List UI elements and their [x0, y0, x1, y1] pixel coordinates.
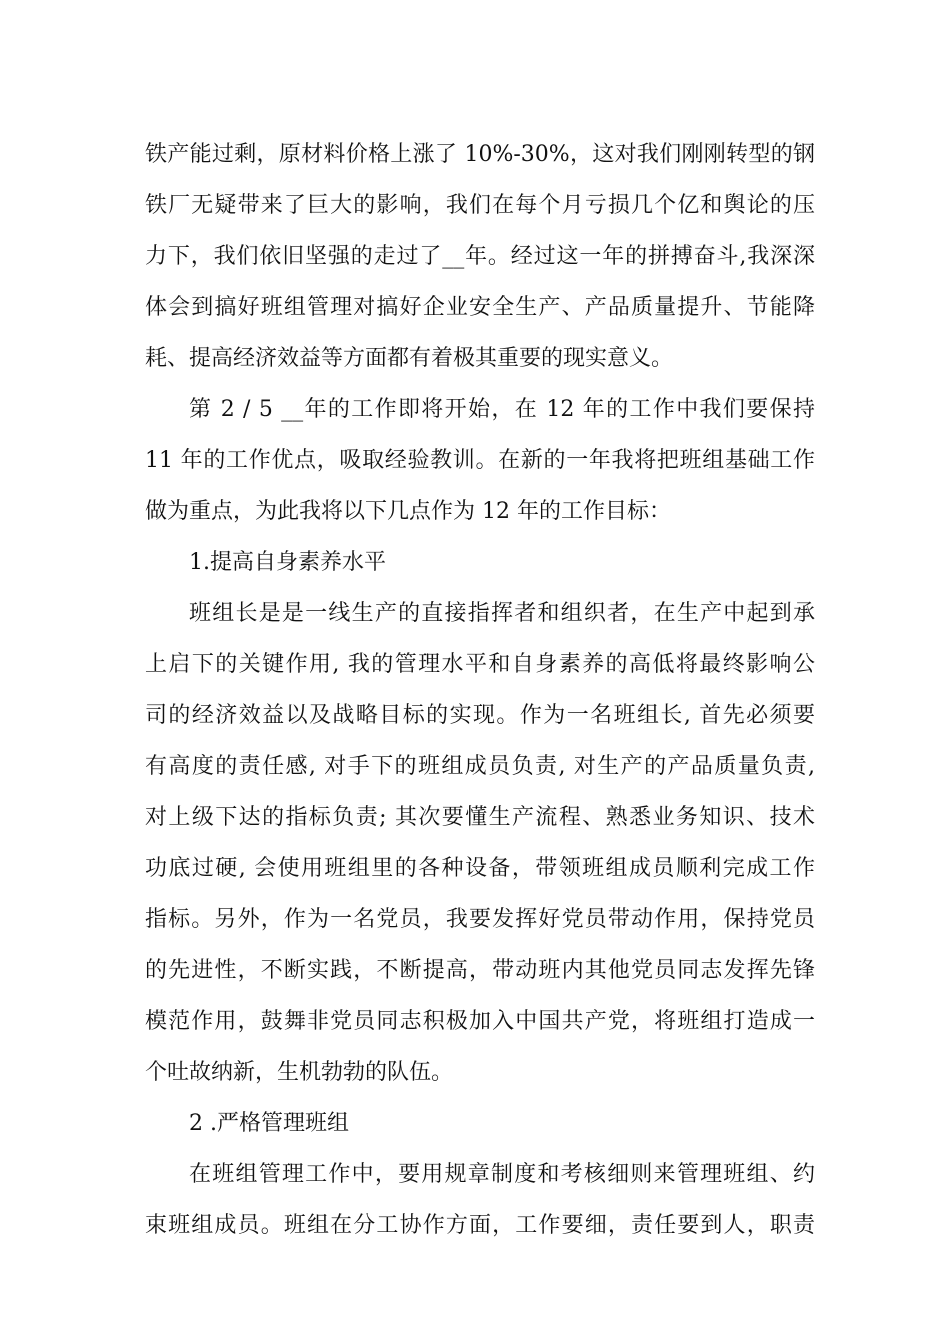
text-line: 做为重点，为此我将以下几点作为 12 年的工作目标： [145, 499, 671, 524]
text-line: 模范作用，鼓舞非党员同志积极加入中国共产党，将班组打造成一 [145, 1009, 815, 1034]
text-line: 个吐故纳新，生机勃勃的队伍。 [145, 1060, 454, 1085]
text-line: 功底过硬, 会使用班组里的各种设备，带领班组成员顺利完成工作 [145, 856, 815, 881]
text-line: 上启下的关键作用, 我的管理水平和自身素养的高低将最终影响公 [145, 652, 815, 677]
text-line: 体会到搞好班组管理对搞好企业安全生产、产品质量提升、节能降 [145, 295, 815, 320]
text-line: 铁厂无疑带来了巨大的影响，我们在每个月亏损几个亿和舆论的压 [145, 193, 815, 218]
text-line: 的先进性，不断实践，不断提高，带动班内其他党员同志发挥先锋 [145, 958, 815, 983]
text-line: 司的经济效益以及战略目标的实现。作为一名班组长, 首先必须要 [145, 703, 815, 728]
text-line: 耗、提高经济效益等方面都有着极其重要的现实意义。 [145, 346, 674, 371]
text-line: 铁产能过剩，原材料价格上涨了 10%-30%，这对我们刚刚转型的钢 [145, 142, 815, 167]
text-line: 班组长是是一线生产的直接指挥者和组织者，在生产中起到承 [189, 601, 815, 626]
section-heading: 2 .严格管理班组 [189, 1111, 349, 1136]
text-line: 束班组成员。班组在分工协作方面，工作要细，责任要到人，职责 [145, 1213, 815, 1238]
section-heading: 1.提高自身素养水平 [189, 550, 386, 575]
text-line: 有高度的责任感, 对手下的班组成员负责, 对生产的产品质量负责, [145, 754, 815, 779]
text-line: 11 年的工作优点，吸取经验教训。在新的一年我将把班组基础工作 [145, 448, 815, 473]
text-line: 力下，我们依旧坚强的走过了__年。经过这一年的拼搏奋斗,我深深 [145, 244, 815, 269]
text-line: 在班组管理工作中，要用规章制度和考核细则来管理班组、约 [189, 1162, 815, 1187]
text-line: 对上级下达的指标负责; 其次要懂生产流程、熟悉业务知识、技术 [145, 805, 815, 830]
text-line: 指标。另外，作为一名党员，我要发挥好党员带动作用，保持党员 [145, 907, 815, 932]
text-line: 第 2 / 5 __年的工作即将开始，在 12 年的工作中我们要保持 [189, 397, 815, 422]
